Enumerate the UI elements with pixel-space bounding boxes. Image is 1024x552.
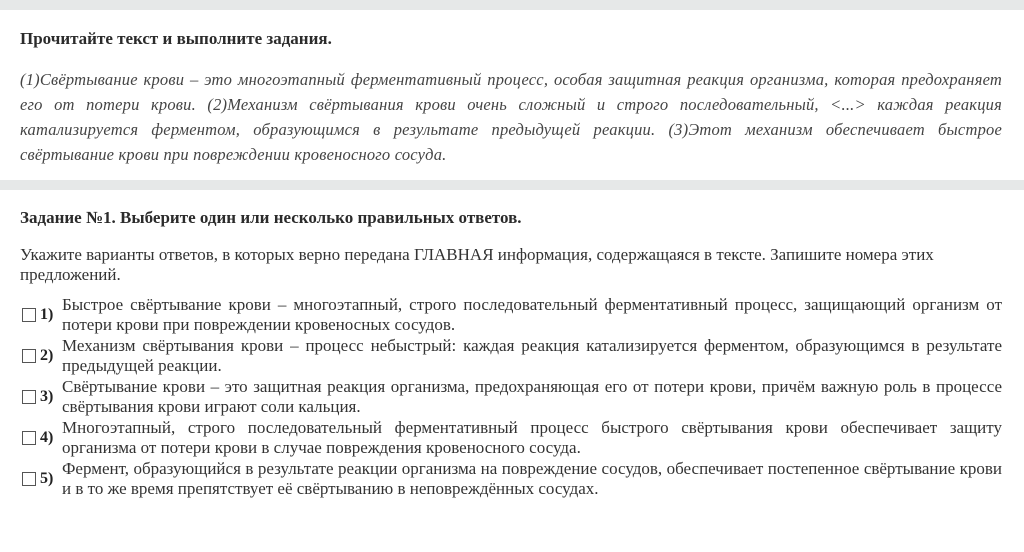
top-band: [0, 0, 1024, 10]
answer-option-5: [20, 459, 1002, 499]
option-2-checkbox[interactable]: [22, 349, 36, 363]
option-5-text: Фермент, образующийся в результате реакции организма на повреждение сосудов, обеспечивает постепенное свёртывание крови и в то же время препятствует её свёртыванию в неповреждённых сосудах.: [62, 459, 1002, 498]
option-4-text: Многоэтапный, строго последовательный ферментативный процесс быстрого свёртывания крови обеспечивает защиту организма от потери крови в случае повреждения кровеносного сосуда.: [62, 418, 1002, 457]
option-3-checkbox[interactable]: [22, 390, 36, 404]
section-divider-band: [0, 180, 1024, 190]
reading-passage: (1)Свёртывание крови – это многоэтапный ферментативный процесс, особая защитная реакция организма, которая предохраняет его от потери крови. (2)Механизм свёртывания крови очень сложный и строго последовательный, <...> каждая реакция катализируется ферментом, образующимся в результате предыдущей реакции. (3)Этот механизм обеспечивает быстрое свёртывание крови при повреждении кровеносного сосуда.: [20, 70, 1002, 164]
task-section: [0, 190, 1024, 499]
answer-option-2: [20, 336, 1002, 376]
option-2-text: Механизм свёртывания крови – процесс небыстрый: каждая реакция катализируется ферментом, образующимся в результате предыдущей реакции.: [62, 336, 1002, 375]
option-3-text: Свёртывание крови – это защитная реакция организма, предохраняющая его от потери крови, причём важную роль в процессе свёртывания крови играют соли кальция.: [62, 377, 1002, 416]
option-5-checkbox[interactable]: [22, 472, 36, 486]
option-5-number: 5): [40, 470, 54, 487]
answer-option-4: [20, 418, 1002, 458]
answer-option-1: [20, 295, 1002, 335]
option-1-text: Быстрое свёртывание крови – многоэтапный, строго последовательный ферментативный процесс, защищающий организм от потери крови при повреждении кровеносных сосудов.: [62, 295, 1002, 334]
task-instruction: Укажите варианты ответов, в которых верно передана ГЛАВНАЯ информация, содержащаяся в тексте. Запишите номера этих предложений.: [20, 245, 934, 284]
option-3-number: 3): [40, 388, 54, 405]
answer-option-3: [20, 377, 1002, 417]
option-4-checkbox[interactable]: [22, 431, 36, 445]
task-heading: Задание №1. Выберите один или несколько правильных ответов.: [20, 208, 522, 227]
answer-options: [20, 295, 1002, 499]
option-1-checkbox[interactable]: [22, 308, 36, 322]
reading-section: [0, 10, 1024, 180]
option-1-number: 1): [40, 306, 54, 323]
option-4-number: 4): [40, 429, 54, 446]
option-2-number: 2): [40, 347, 54, 364]
reading-heading: Прочитайте текст и выполните задания.: [20, 29, 332, 48]
